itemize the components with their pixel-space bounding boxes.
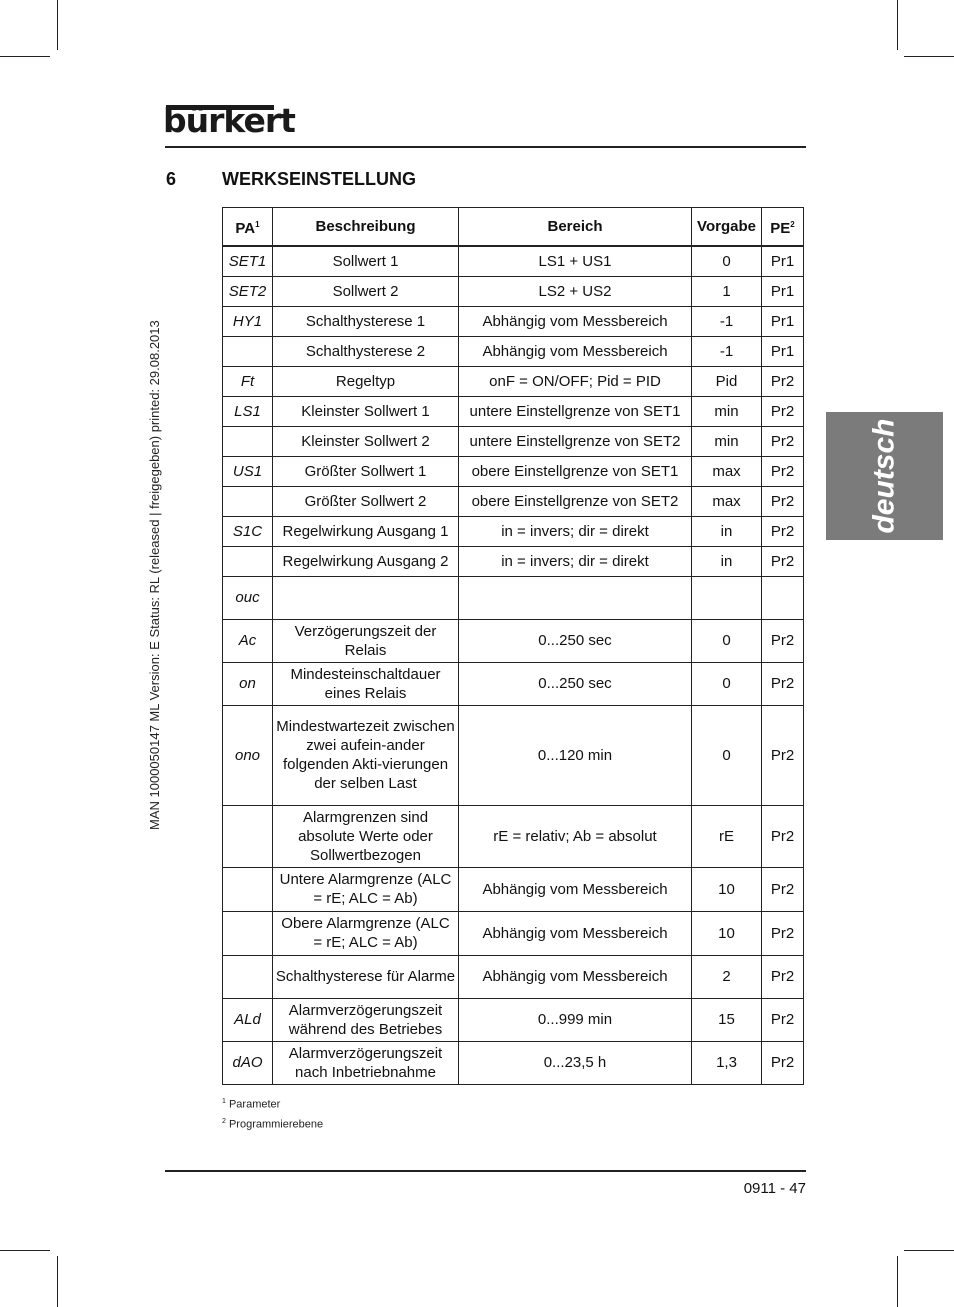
row-default: max [692, 486, 762, 516]
table-row [223, 336, 804, 366]
row-pa: SET2 [223, 276, 273, 306]
row-range: 0...120 min [459, 705, 692, 805]
row-range: Abhängig vom Messbereich [459, 911, 692, 955]
table-row [223, 1041, 804, 1084]
row-description: Obere Alarmgrenze (ALC = rE; ALC = Ab) [273, 911, 459, 955]
section-number: 6 [166, 169, 177, 189]
row-range: 0...23,5 h [459, 1041, 692, 1084]
row-pe: Pr2 [762, 486, 804, 516]
row-description: Sollwert 1 [273, 246, 459, 276]
row-description: Alarmgrenzen sind absolute Werte oder Sollwertbezogen [273, 805, 459, 867]
row-pe: Pr2 [762, 911, 804, 955]
row-range: LS2 + US2 [459, 276, 692, 306]
row-default: max [692, 456, 762, 486]
brand-logo: bürkert [163, 101, 295, 140]
row-description: Untere Alarmgrenze (ALC = rE; ALC = Ab) [273, 867, 459, 911]
row-description: Kleinster Sollwert 2 [273, 426, 459, 456]
crop-mark [0, 1250, 50, 1251]
row-range: untere Einstellgrenze von SET2 [459, 426, 692, 456]
table-row [223, 516, 804, 546]
document-metadata: MAN 1000050147 ML Version: E Status: RL (released | freigegeben) printed: 29.08.2013 [147, 320, 162, 830]
header-pe: $PE^2$ [762, 208, 804, 247]
row-pa [223, 867, 273, 911]
row-pa [223, 336, 273, 366]
row-range: 0...999 min [459, 998, 692, 1041]
factory-settings-table [222, 207, 804, 1085]
row-pe: Pr1 [762, 336, 804, 366]
header-vorgabe: Vorgabe [692, 208, 762, 247]
row-pe: Pr2 [762, 867, 804, 911]
row-pa: Ac [223, 619, 273, 662]
row-default: 15 [692, 998, 762, 1041]
row-description: Kleinster Sollwert 1 [273, 396, 459, 426]
row-pa [223, 955, 273, 998]
table-row [223, 546, 804, 576]
table-row [223, 998, 804, 1041]
row-pe: Pr2 [762, 546, 804, 576]
table-row [223, 805, 804, 867]
row-range: LS1 + US1 [459, 246, 692, 276]
row-default: 1 [692, 276, 762, 306]
crop-mark [0, 56, 50, 57]
row-description: Alarmverzögerungszeit nach Inbetriebnahme [273, 1041, 459, 1084]
row-description: Schalthysterese für Alarme [273, 955, 459, 998]
row-default: 1,3 [692, 1041, 762, 1084]
row-description: Regelwirkung Ausgang 1 [273, 516, 459, 546]
row-default: Pid [692, 366, 762, 396]
row-default: rE [692, 805, 762, 867]
header-rule [165, 146, 806, 148]
crop-mark [897, 0, 898, 50]
table-row [223, 911, 804, 955]
row-pa: HY1 [223, 306, 273, 336]
row-default: 0 [692, 705, 762, 805]
row-pe: Pr2 [762, 1041, 804, 1084]
crop-mark [897, 1256, 898, 1307]
row-range: rE = relativ; Ab = absolut [459, 805, 692, 867]
row-pe: Pr2 [762, 955, 804, 998]
row-pa [223, 426, 273, 456]
row-pe: Pr1 [762, 276, 804, 306]
row-pa [223, 486, 273, 516]
row-default: in [692, 546, 762, 576]
crop-mark [904, 1250, 954, 1251]
row-range: in = invers; dir = direkt [459, 546, 692, 576]
row-range: obere Einstellgrenze von SET2 [459, 486, 692, 516]
row-default: 0 [692, 619, 762, 662]
row-default: 2 [692, 955, 762, 998]
row-default: 10 [692, 911, 762, 955]
row-pa: US1 [223, 456, 273, 486]
row-range: in = invers; dir = direkt [459, 516, 692, 546]
table-row [223, 456, 804, 486]
row-default: 0 [692, 246, 762, 276]
row-description [273, 576, 459, 619]
row-description: Größter Sollwert 1 [273, 456, 459, 486]
row-pe: Pr1 [762, 306, 804, 336]
row-description: Mindesteinschaltdauer eines Relais [273, 662, 459, 705]
row-range: obere Einstellgrenze von SET1 [459, 456, 692, 486]
row-pe: Pr2 [762, 705, 804, 805]
crop-mark [57, 1256, 58, 1307]
row-description: Mindestwartezeit zwischen zwei aufein-ander folgenden Akti-vierungen der selben Last [273, 705, 459, 805]
row-pa: ouc [223, 576, 273, 619]
table-header-row [223, 208, 804, 247]
table-row [223, 486, 804, 516]
table-row [223, 246, 804, 276]
row-range: onF = ON/OFF; Pid = PID [459, 366, 692, 396]
row-pe: Pr2 [762, 998, 804, 1041]
row-pa: SET1 [223, 246, 273, 276]
row-range: untere Einstellgrenze von SET1 [459, 396, 692, 426]
table-row [223, 306, 804, 336]
row-pe: Pr1 [762, 246, 804, 276]
table-row [223, 276, 804, 306]
row-default: -1 [692, 336, 762, 366]
table-row [223, 867, 804, 911]
table-row [223, 955, 804, 998]
row-pe: Pr2 [762, 456, 804, 486]
footnote-1: $^1$ Parameter [222, 1098, 281, 1111]
row-range: 0...250 sec [459, 619, 692, 662]
row-description: Regelwirkung Ausgang 2 [273, 546, 459, 576]
table-row [223, 426, 804, 456]
row-pa: S1C [223, 516, 273, 546]
table-row [223, 576, 804, 619]
table-row [223, 619, 804, 662]
row-pa: dAO [223, 1041, 273, 1084]
row-range [459, 576, 692, 619]
row-default [692, 576, 762, 619]
page-number: 0911 - 47 [743, 1180, 806, 1197]
row-pe [762, 576, 804, 619]
footer-rule [165, 1170, 806, 1172]
row-pa: LS1 [223, 396, 273, 426]
row-description: Regeltyp [273, 366, 459, 396]
language-tab-label: deutsch [867, 418, 901, 534]
row-pa [223, 911, 273, 955]
row-range: Abhängig vom Messbereich [459, 306, 692, 336]
table-row [223, 396, 804, 426]
table-row [223, 662, 804, 705]
row-pe: Pr2 [762, 619, 804, 662]
row-default: min [692, 396, 762, 426]
row-default: min [692, 426, 762, 456]
row-range: Abhängig vom Messbereich [459, 955, 692, 998]
row-description: Sollwert 2 [273, 276, 459, 306]
header-pa: $PA^1$ [223, 208, 273, 247]
header-beschreibung: Beschreibung [273, 208, 459, 247]
row-description: Schalthysterese 2 [273, 336, 459, 366]
footnote-2: $^2$ Programmierebene [222, 1118, 324, 1131]
row-pa [223, 546, 273, 576]
row-pa: ono [223, 705, 273, 805]
row-pe: Pr2 [762, 516, 804, 546]
row-default: 10 [692, 867, 762, 911]
row-default: -1 [692, 306, 762, 336]
row-range: Abhängig vom Messbereich [459, 336, 692, 366]
header-bereich: Bereich [459, 208, 692, 247]
language-tab [826, 412, 943, 540]
row-pe: Pr2 [762, 396, 804, 426]
row-default: 0 [692, 662, 762, 705]
row-range: Abhängig vom Messbereich [459, 867, 692, 911]
row-pe: Pr2 [762, 366, 804, 396]
row-default: in [692, 516, 762, 546]
row-description: Alarmverzögerungszeit während des Betriebes [273, 998, 459, 1041]
row-pa: Ft [223, 366, 273, 396]
section-title: WERKSEINSTELLUNG [222, 169, 417, 189]
table-body [223, 246, 804, 1084]
table-row [223, 705, 804, 805]
row-description: Schalthysterese 1 [273, 306, 459, 336]
row-pa [223, 805, 273, 867]
row-pe: Pr2 [762, 426, 804, 456]
row-pe: Pr2 [762, 805, 804, 867]
row-pa: ALd [223, 998, 273, 1041]
crop-mark [57, 0, 58, 50]
row-range: 0...250 sec [459, 662, 692, 705]
row-pe: Pr2 [762, 662, 804, 705]
row-description: Verzögerungszeit der Relais [273, 619, 459, 662]
crop-mark [904, 56, 954, 57]
table-row [223, 366, 804, 396]
row-pa: on [223, 662, 273, 705]
row-description: Größter Sollwert 2 [273, 486, 459, 516]
